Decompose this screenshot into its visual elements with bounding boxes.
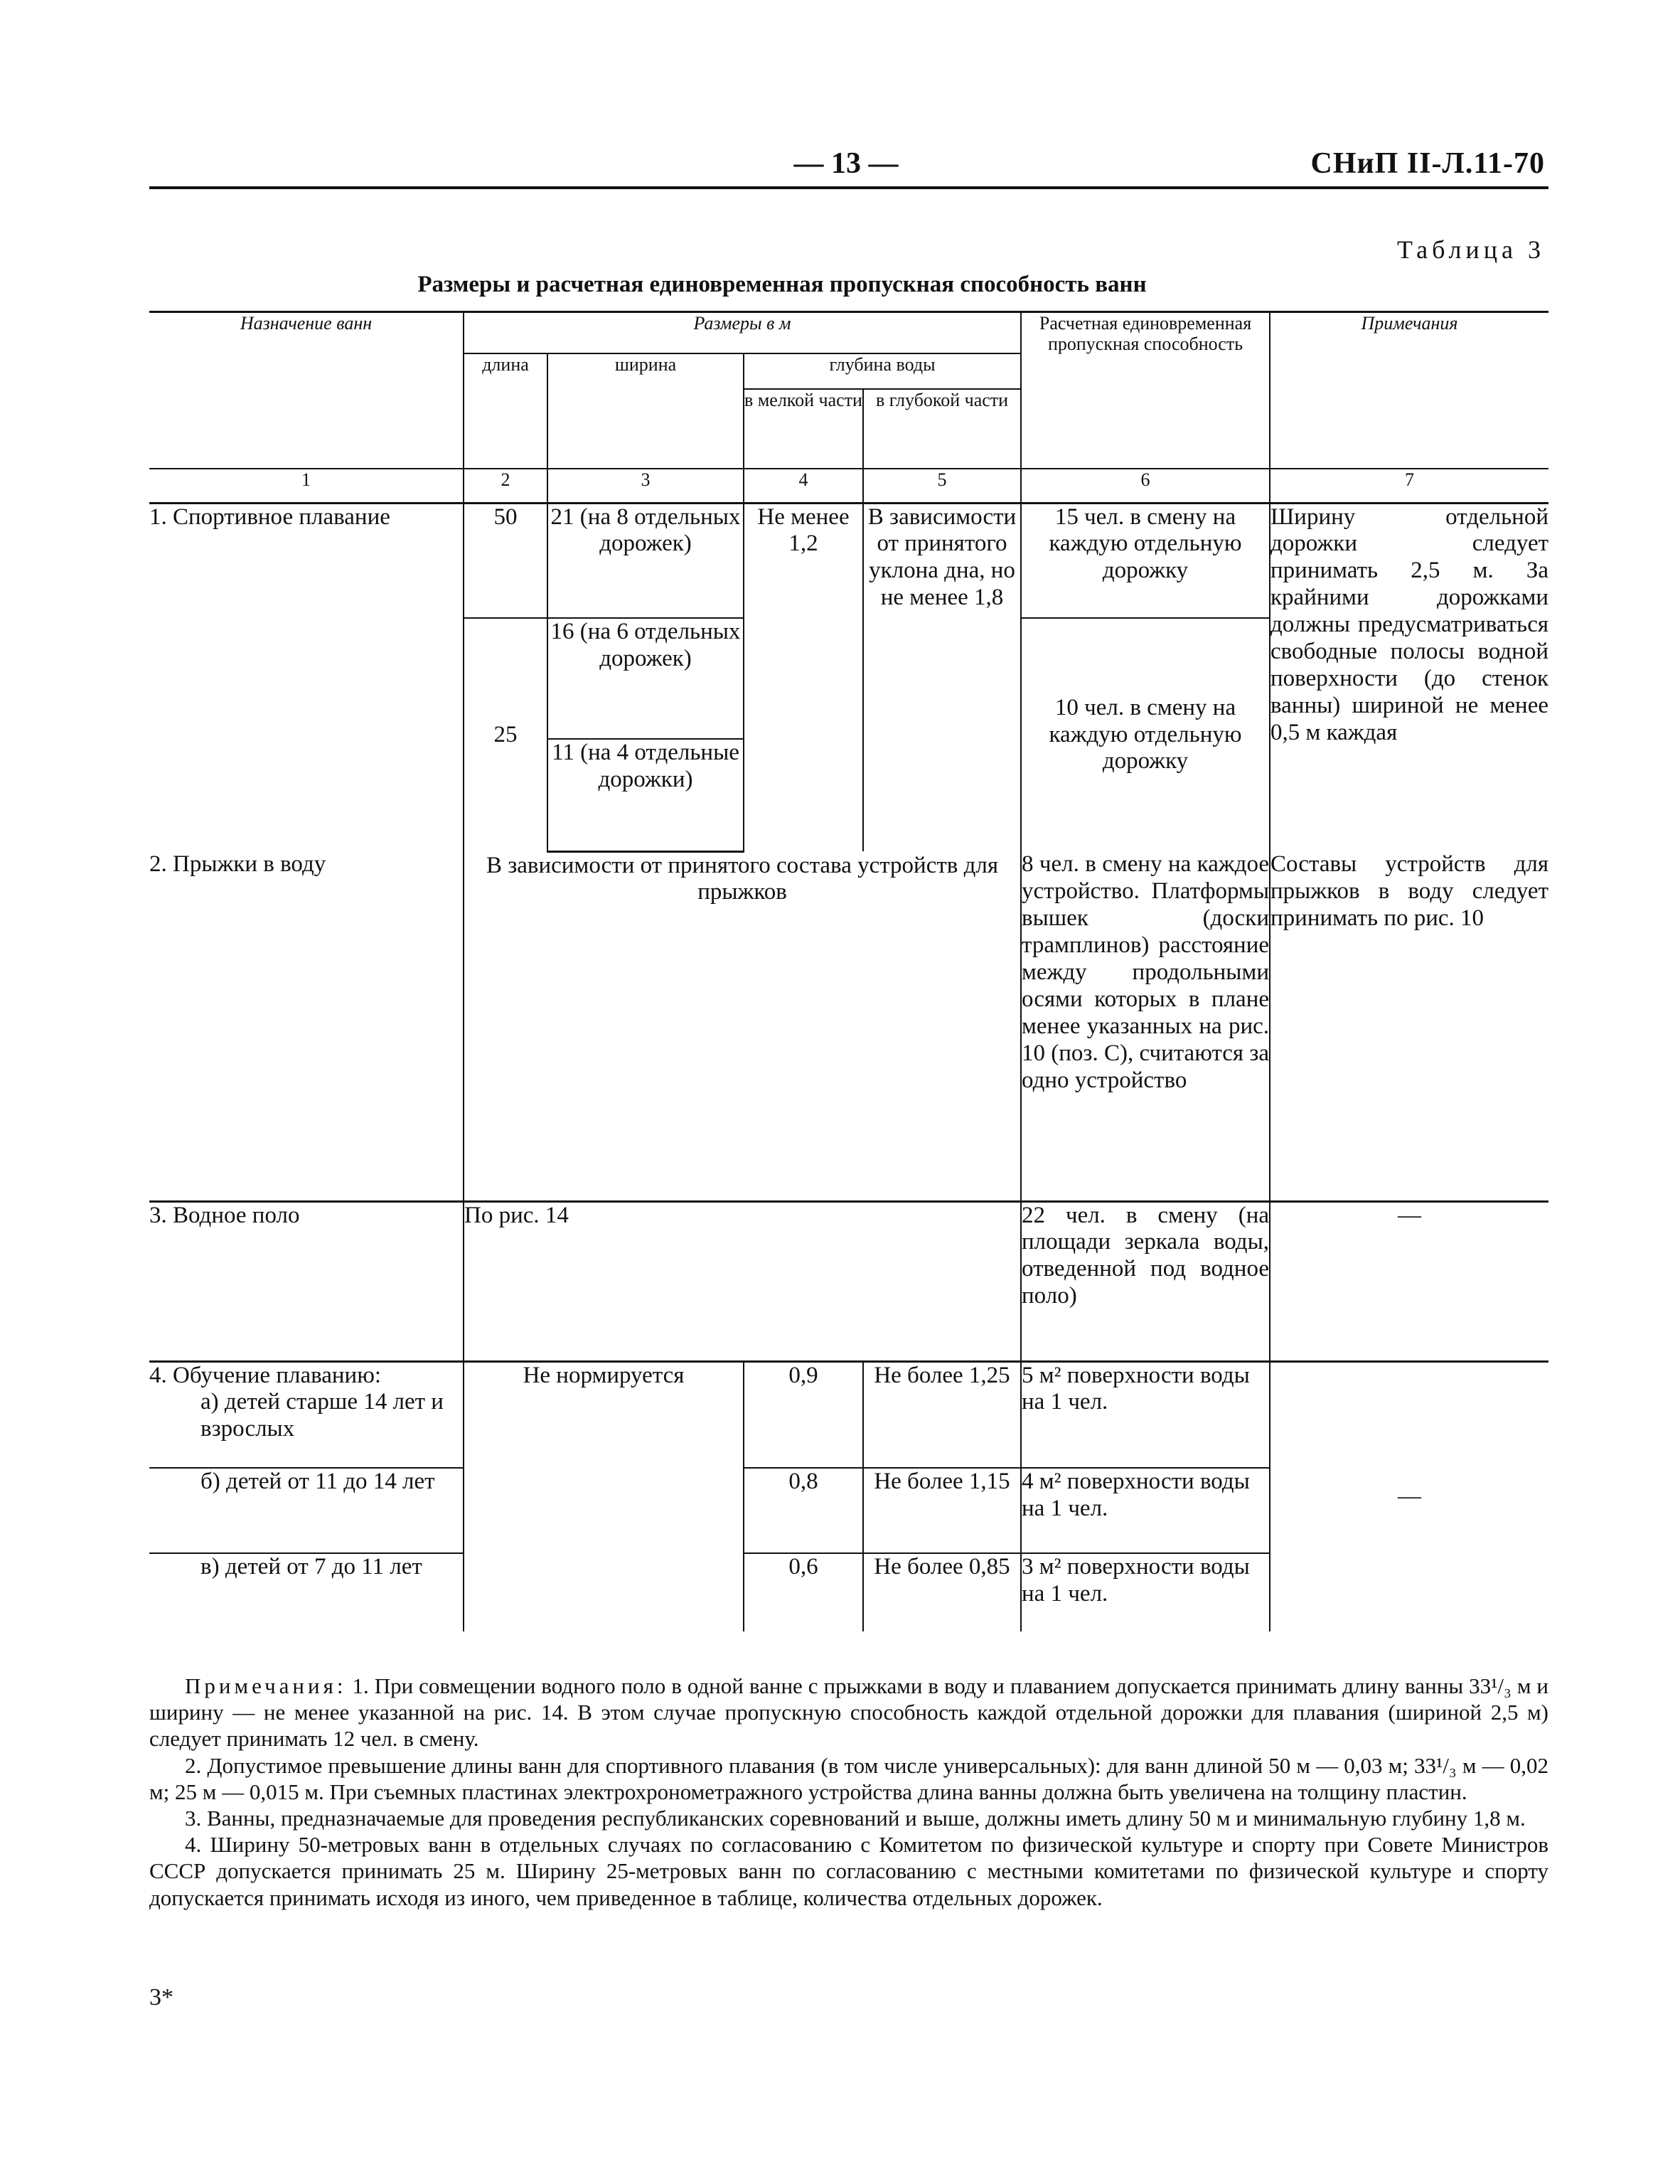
row2-purpose: 2. Прыжки в воду <box>149 851 464 1201</box>
row4-sizes: Не нормируется <box>464 1361 744 1631</box>
colnum-2: 2 <box>464 469 547 504</box>
row4-a-deep: Не более 1,25 <box>863 1361 1021 1468</box>
page-number: — 13 — <box>793 147 899 180</box>
row1-length-50: 50 <box>464 503 547 618</box>
row1-capacity-b: 10 чел. в смену на каждую отдельную дорожку <box>1021 618 1270 851</box>
row4-b-shallow: 0,8 <box>744 1468 863 1553</box>
row2-capacity: 8 чел. в смену на каждое устройство. Платформы вышек (доски трамплинов) расстояние между продольными осями которых в плане менее указанных на рис. 10 (поз. С), считаются за одно устройство <box>1021 851 1270 1201</box>
row1-width-c: 11 (на 4 отдельные дорожки) <box>547 739 744 851</box>
row4-purpose-a-text: а) детей старше 14 лет и взрослых <box>200 1389 444 1442</box>
colnum-4: 4 <box>744 469 863 504</box>
row1-deep: В зависимости от принятого уклона дна, но не менее 1,8 <box>863 503 1021 851</box>
colnum-3: 3 <box>547 469 744 504</box>
row4-c-capacity: 3 м² поверхности воды на 1 чел. <box>1021 1553 1270 1631</box>
header-rule <box>149 186 1548 189</box>
table-title: Размеры и расчетная единовременная пропускная способность ванн <box>417 272 1147 297</box>
table-row <box>149 1201 1548 1361</box>
row4-purpose-c: в) детей от 7 до 11 лет <box>200 1554 422 1580</box>
col-deep-header: в глубокой части <box>863 389 1021 469</box>
colnum-7: 7 <box>1270 469 1548 504</box>
row1-capacity-a: 15 чел. в смену на каждую отдельную дорожку <box>1021 503 1270 618</box>
colnum-5: 5 <box>863 469 1021 504</box>
table-row <box>149 851 1548 1201</box>
page-signature: 3* <box>149 1984 173 2010</box>
note-4: 4. Ширину 50-метровых ванн в отдельных случаях по согласованию с Комитетом по физической культуре и спорту при Совете Министров СССР допускается принимать 25 м. Ширину 25-метровых ванн по согласованию с местными комитетами по физической культуре и спорту допускается принимать исходя из иного, чем приведенное в таблице, количества отдельных дорожек. <box>149 1832 1548 1910</box>
row4-purpose-a <box>149 1361 464 1468</box>
table-notes <box>149 1673 1548 1911</box>
row3-capacity: 22 чел. в смену (на площади зеркала воды, отведенной под водное поло) <box>1021 1201 1270 1361</box>
row4-b-capacity: 4 м² поверхности воды на 1 чел. <box>1021 1468 1270 1553</box>
row3-note: — <box>1270 1201 1548 1361</box>
row3-purpose: 3. Водное поло <box>149 1201 464 1361</box>
row4-b-deep: Не более 1,15 <box>863 1468 1021 1553</box>
row3-sizes: По рис. 14 <box>464 1201 1021 1361</box>
col-sizes-header: Размеры в м <box>464 312 1021 353</box>
note-2: 2. Допустимое превышение длины ванн для спортивного плавания (в том числе универсальных): для ванн длиной 50 м — 0,03 м; 33¹/₃ м — 0,02 м; 25 м — 0,015 м. При съемных пластинах электрохронометражного устройства длина ванны должна быть увеличена на толщину пластин. <box>149 1752 1548 1804</box>
header-row-1 <box>149 312 1548 353</box>
row1-shallow: Не менее 1,2 <box>744 503 863 851</box>
row4-a-capacity: 5 м² поверхности воды на 1 чел. <box>1021 1361 1270 1468</box>
note-1 <box>149 1673 1548 1752</box>
note-1-text: 1. При совмещении водного поло в одной ванне с прыжками в воду и плаванием допускается принимать длину ванны 33¹/₃ м и ширину — не менее указанной на рис. 14. В этом случае пропускную способность каждой отдельной дорожки для плавания (шириной 2,5 м) следует принимать 12 чел. в смену. <box>149 1673 1549 1752</box>
col-purpose-header: Назначение ванн <box>240 313 373 334</box>
col-shallow-header: в мелкой части <box>744 389 863 469</box>
row1-length-25: 25 <box>464 618 547 851</box>
document-code: СНиП II-Л.11-70 <box>1310 147 1545 180</box>
column-number-row <box>149 469 1548 504</box>
table-label: Таблица 3 <box>1397 235 1545 264</box>
main-table <box>149 311 1548 1631</box>
row4-c-deep: Не более 0,85 <box>863 1553 1021 1631</box>
row2-sizes: В зависимости от принятого состава устройств для прыжков <box>464 851 1021 1201</box>
colnum-6: 6 <box>1021 469 1270 504</box>
row2-note: Составы устройств для прыжков в воду следует принимать по рис. 10 <box>1270 851 1548 1201</box>
col-capacity-header: Расчетная единовременная пропускная способность <box>1021 312 1270 469</box>
row1-width-b: 16 (на 6 отдельных дорожек) <box>547 618 744 739</box>
table-row <box>149 503 1548 618</box>
colnum-1: 1 <box>149 469 464 504</box>
col-depth-header: глубина воды <box>744 353 1021 389</box>
col-width-header: ширина <box>547 353 744 469</box>
table-row <box>149 1361 1548 1468</box>
col-notes-header: Примечания <box>1270 312 1548 469</box>
row1-note: Ширину отдельной дорожки следует принимать 2,5 м. За крайними дорожками должны предусматриваться свободные полосы водной поверхности (до стенок ванны) шириной не менее 0,5 м каждая <box>1270 503 1548 851</box>
row1-width-a: 21 (на 8 отдельных дорожек) <box>547 503 744 618</box>
row1-purpose: 1. Спортивное плавание <box>149 504 390 530</box>
note-3: 3. Ванны, предназначаемые для проведения республиканских соревнований и выше, должны иметь длину 50 м и минимальную глубину 1,8 м. <box>185 1805 1526 1831</box>
notes-label: Примечания: <box>185 1673 347 1698</box>
col-length-header: длина <box>464 353 547 469</box>
row4-purpose-b: б) детей от 11 до 14 лет <box>149 1468 464 1553</box>
row4-purpose-head: 4. Обучение плаванию: <box>149 1362 382 1388</box>
row4-note: — <box>1270 1361 1548 1631</box>
row4-c-shallow: 0,6 <box>744 1553 863 1631</box>
row4-a-shallow: 0,9 <box>744 1361 863 1468</box>
